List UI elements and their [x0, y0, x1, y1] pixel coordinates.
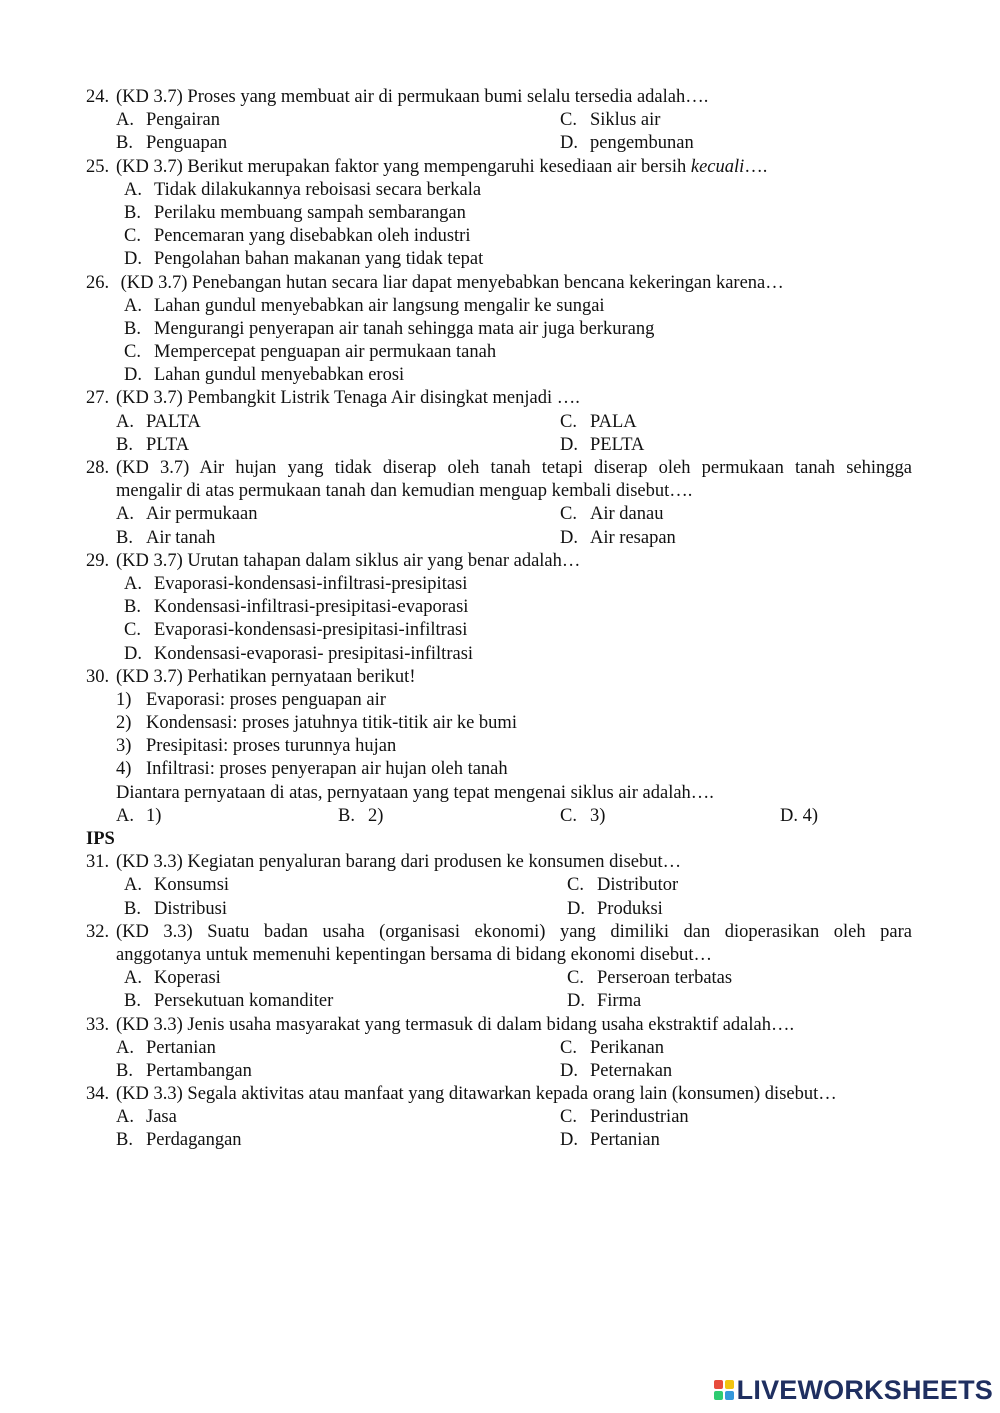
- options-row: [86, 596, 912, 619]
- question-30: [86, 666, 912, 689]
- option-b[interactable]: B. 2): [338, 805, 384, 826]
- question-number: 28.: [86, 458, 110, 478]
- option-a[interactable]: A. Tidak dilakukannya reboisasi secara berkala: [124, 179, 482, 200]
- option-d[interactable]: D. Pengolahan bahan makanan yang tidak tepat: [124, 249, 484, 270]
- option-b[interactable]: B. Pertambangan: [116, 1060, 252, 1081]
- option-c[interactable]: C. Perindustrian: [560, 1107, 689, 1128]
- question-32: [86, 921, 912, 944]
- option-b[interactable]: B. Air tanah: [116, 527, 216, 548]
- options-row: [86, 1106, 912, 1129]
- question-number: 33.: [86, 1014, 110, 1035]
- options-row: [86, 295, 912, 318]
- question-text: (KD 3.7) Pembangkit Listrik Tenaga Air disingkat menjadi ….: [116, 388, 580, 409]
- question-text: (KD 3.3) Kegiatan penyaluran barang dari produsen ke konsumen disebut…: [116, 852, 682, 873]
- question-text: (KD 3.3) Jenis usaha masyarakat yang termasuk di dalam bidang usaha ekstraktif adalah….: [116, 1014, 795, 1035]
- options-row: [86, 967, 912, 990]
- question-28: [86, 457, 912, 480]
- logo-square: [714, 1391, 723, 1400]
- statement-item: 4) Infiltrasi: proses penyerapan air hujan oleh tanah: [116, 759, 508, 780]
- options-row: [86, 341, 912, 364]
- option-c[interactable]: C. Perseroan terbatas: [567, 968, 733, 989]
- option-b[interactable]: B. Distribusi: [124, 898, 227, 919]
- section-heading: IPS: [86, 829, 115, 849]
- question-text: (KD 3.7) Urutan tahapan dalam siklus air yang benar adalah…: [116, 550, 581, 571]
- question-text: (KD 3.3) Segala aktivitas atau manfaat yang ditawarkan kepada orang lain (konsumen) disebut…: [116, 1084, 837, 1105]
- option-a[interactable]: A. Pertanian: [116, 1037, 216, 1058]
- question-text: (KD 3.3) Suatu badan usaha (organisasi ekonomi) yang dimiliki dan dioperasikan oleh para: [116, 921, 912, 942]
- option-c[interactable]: C. Mempercepat penguapan air permukaan tanah: [124, 342, 497, 363]
- options-row: [86, 1060, 912, 1083]
- option-b[interactable]: B. Mengurangi penyerapan air tanah sehingga mata air juga berkurang: [124, 318, 655, 339]
- question-number: 25.: [86, 156, 110, 177]
- option-d[interactable]: D. Lahan gundul menyebabkan erosi: [124, 365, 405, 386]
- question-25: 25. (KD 3.7) Berikut merupakan faktor yang mempengaruhi kesediaan air bersih kecuali….: [86, 156, 912, 179]
- question-text-continued: anggotanya untuk memenuhi kepentingan bersama di bidang ekonomi disebut…: [116, 944, 712, 965]
- options-row: [86, 109, 912, 132]
- option-d[interactable]: D. Peternakan: [560, 1060, 673, 1081]
- statement-item: 1) Evaporasi: proses penguapan air: [116, 689, 386, 710]
- option-d[interactable]: D. Produksi: [567, 898, 663, 919]
- question-number: 30.: [86, 666, 110, 687]
- option-c[interactable]: C. Perikanan: [560, 1037, 664, 1058]
- option-d[interactable]: D. Firma: [567, 991, 642, 1012]
- options-row: [86, 805, 912, 828]
- option-a[interactable]: A. Konsumsi: [124, 875, 230, 896]
- question-27: [86, 387, 912, 410]
- question-26: [86, 272, 912, 295]
- option-b[interactable]: B. Kondensasi-infiltrasi-presipitasi-evaporasi: [124, 597, 469, 618]
- options-row: [86, 898, 912, 921]
- option-b[interactable]: B. Perilaku membuang sampah sembarangan: [124, 202, 466, 223]
- question-number: 26.: [86, 272, 110, 293]
- question-24: [86, 86, 912, 109]
- question-number: 24.: [86, 87, 110, 107]
- options-row: [86, 225, 912, 248]
- question-prompt: Diantara pernyataan di atas, pernyataan yang tepat mengenai siklus air adalah….: [116, 782, 714, 803]
- option-c[interactable]: C. Evaporasi-kondensasi-presipitasi-infiltrasi: [124, 620, 468, 641]
- option-b[interactable]: B. PLTA: [116, 434, 190, 455]
- statement-item: 2) Kondensasi: proses jatuhnya titik-titik air ke bumi: [116, 713, 517, 734]
- question-text: (KD 3.7) Proses yang membuat air di permukaan bumi selalu tersedia adalah….: [116, 87, 709, 107]
- question-text: (KD 3.7) Air hujan yang tidak diserap oleh tanah tetapi diserap oleh permukaan tanah sehingga: [116, 458, 912, 478]
- option-a[interactable]: A. Lahan gundul menyebabkan air langsung mengalir ke sungai: [124, 295, 605, 316]
- options-row: [86, 1037, 912, 1060]
- option-a[interactable]: A. 1): [116, 805, 162, 826]
- option-a[interactable]: A. Koperasi: [124, 968, 221, 989]
- option-c[interactable]: C. Pencemaran yang disebabkan oleh industri: [124, 226, 471, 247]
- question-emphasis: kecuali: [690, 156, 745, 177]
- options-row: [86, 411, 912, 434]
- question-number: 34.: [86, 1084, 110, 1105]
- logo-square: [725, 1380, 734, 1389]
- question-34: [86, 1083, 912, 1106]
- option-c[interactable]: C. 3): [560, 805, 606, 826]
- options-row: [86, 179, 912, 202]
- option-c[interactable]: C. Distributor: [567, 875, 679, 896]
- option-a[interactable]: A. Air permukaan: [116, 504, 258, 525]
- logo-mark-icon: [714, 1380, 734, 1400]
- option-d[interactable]: D. PELTA: [560, 434, 645, 455]
- question-text-continued: mengalir di atas permukaan tanah dan kemudian menguap kembali disebut….: [116, 481, 693, 502]
- option-c[interactable]: C. Siklus air: [560, 110, 661, 131]
- options-row: [86, 573, 912, 596]
- question-number: 32.: [86, 921, 110, 942]
- options-row: [86, 1129, 912, 1152]
- option-a[interactable]: A. Pengairan: [116, 110, 220, 131]
- option-a[interactable]: A. Jasa: [116, 1107, 177, 1128]
- option-c[interactable]: C. Air danau: [560, 504, 664, 525]
- option-d[interactable]: D. 4): [780, 805, 819, 826]
- options-row: [86, 874, 912, 897]
- logo-text: LIVEWORKSHEETS: [736, 1374, 993, 1405]
- question-31: [86, 851, 912, 874]
- logo-square: [725, 1391, 734, 1400]
- option-a[interactable]: A. PALTA: [116, 411, 201, 432]
- option-d[interactable]: D. Air resapan: [560, 527, 676, 548]
- options-row: [86, 503, 912, 526]
- statement-item: 3) Presipitasi: proses turunnya hujan: [116, 736, 397, 757]
- question-number: 29.: [86, 550, 110, 571]
- options-row: [86, 364, 912, 387]
- question-29: [86, 550, 912, 573]
- option-b[interactable]: B. Penguapan: [116, 133, 228, 154]
- options-row: [86, 434, 912, 457]
- option-a[interactable]: A. Evaporasi-kondensasi-infiltrasi-presipitasi: [124, 573, 468, 594]
- liveworksheets-logo[interactable]: [714, 1375, 993, 1405]
- question-33: [86, 1014, 912, 1037]
- question-text: (KD 3.7) Penebangan hutan secara liar dapat menyebabkan bencana kekeringan karena…: [116, 272, 784, 293]
- options-row: [86, 248, 912, 271]
- options-row: [86, 643, 912, 666]
- options-row: [86, 132, 912, 155]
- option-c[interactable]: C. PALA: [560, 411, 637, 432]
- question-text: (KD 3.7) Perhatikan pernyataan berikut!: [116, 666, 416, 687]
- option-d[interactable]: D. pengembunan: [560, 133, 694, 154]
- question-number: 27.: [86, 388, 110, 409]
- options-row: [86, 202, 912, 225]
- options-row: [86, 619, 912, 642]
- options-row: [86, 527, 912, 550]
- options-row: [86, 318, 912, 341]
- worksheet-page: [86, 86, 912, 1153]
- option-b[interactable]: B. Perdagangan: [116, 1130, 242, 1151]
- option-d[interactable]: D. Pertanian: [560, 1130, 660, 1151]
- question-number: 31.: [86, 852, 110, 873]
- question-text: (KD 3.7) Berikut merupakan faktor yang mempengaruhi kesediaan air bersih: [116, 156, 691, 177]
- option-d[interactable]: D. Kondensasi-evaporasi- presipitasi-infiltrasi: [124, 643, 474, 664]
- logo-square: [714, 1380, 723, 1389]
- option-b[interactable]: B. Persekutuan komanditer: [124, 991, 334, 1012]
- options-row: [86, 990, 912, 1013]
